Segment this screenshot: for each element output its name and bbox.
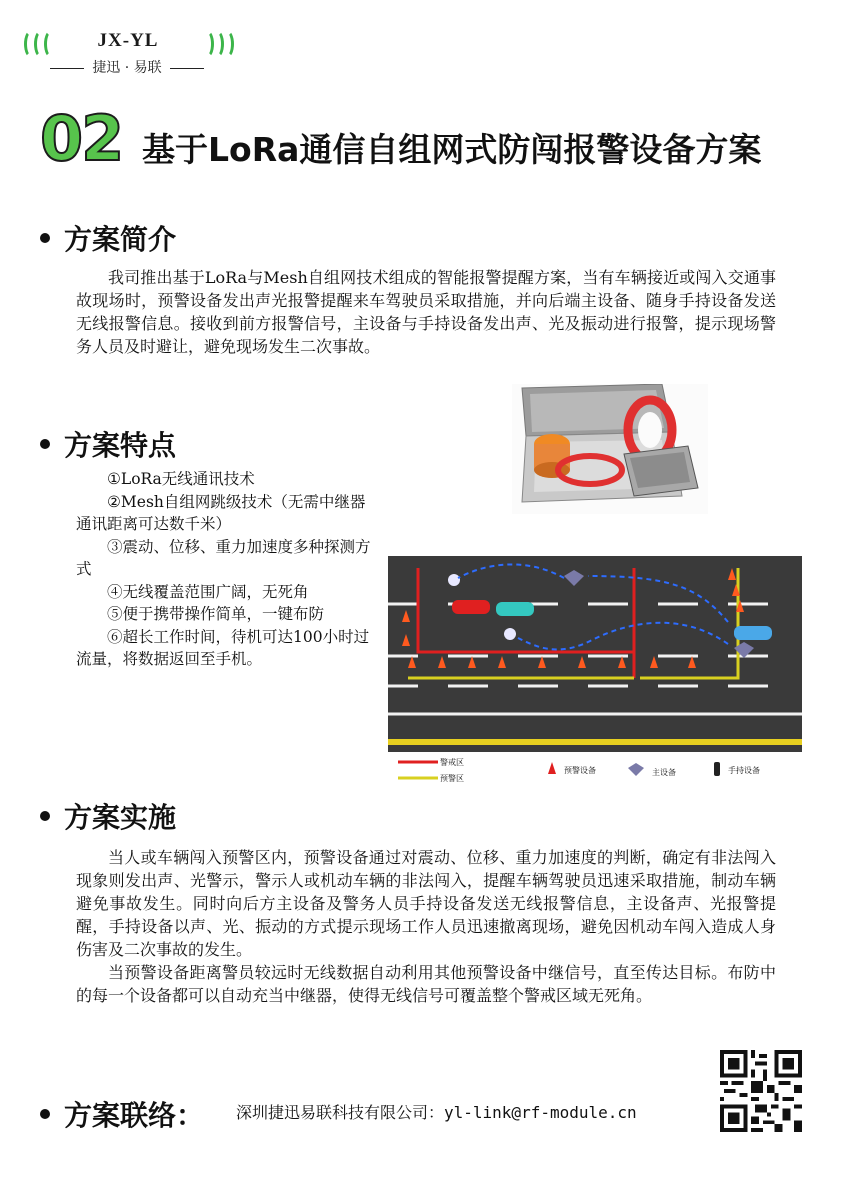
intro-paragraph <box>76 266 776 358</box>
section-heading-features <box>40 424 176 464</box>
bullet-icon <box>40 439 50 449</box>
signal-wave-icon <box>220 30 234 58</box>
logo-name: JX-YL <box>97 30 159 51</box>
signal-wave-icon <box>44 30 58 58</box>
blue-car <box>734 626 772 640</box>
deployment-diagram <box>388 556 802 792</box>
feature-item: ④无线覆盖范围广阔，无死角 <box>107 582 309 601</box>
feature-item: ③震动、位移、重力加速度多种探测方式 <box>76 537 371 578</box>
road <box>388 556 802 752</box>
section-heading-text: 方案联络： <box>64 1099 205 1132</box>
legend-warning-device: 预警设备 <box>564 766 596 775</box>
section-heading-contact <box>40 1094 204 1134</box>
implementation-paragraph: 当人或车辆闯入预警区内，预警设备通过对震动、位移、重力加速度的判断，确定有非法闯入现象则发出声、光警示，警示人或机动车辆的非法闯入，提醒车辆驾驶员迅速采取措施，制动车辆避免事故发生。同时向后方主设备及警务人员手持设备发送无线报警信息，主设备声、光报警提醒，手持设备以声、光、振动的方式提示现场工作人员迅速撤离现场，避免因机动车闯入造成人身伤害及二次事故的发生。 <box>76 848 776 959</box>
handheld-device-icon <box>714 762 720 776</box>
bullet-icon <box>40 1109 50 1119</box>
product-case-image <box>512 384 708 514</box>
section-heading-text: 方案特点 <box>64 429 177 462</box>
feature-item: ①LoRa无线通讯技术 <box>107 470 255 488</box>
qr-code <box>720 1050 802 1132</box>
officer-icon <box>448 574 460 586</box>
section-heading-implementation <box>40 796 176 836</box>
legend-handheld-device: 手持设备 <box>728 766 760 775</box>
logo-subtitle: 捷迅 · 易联 <box>22 57 232 77</box>
intro-text: 我司推出基于LoRa与Mesh自组网技术组成的智能报警提醒方案，当有车辆接近或闯入交通事故现场时，预警设备发出声光报警提醒来车驾驶员采取措施，并向后端主设备、随身手持设备发送无线报警信息。接收到前方报警信号，主设备与手持设备发出声、光及振动进行报警，提示现场警务人员及时避让，避免现场发生二次事故。 <box>76 268 776 356</box>
contact-info: 深圳捷迅易联科技有限公司：yl-link@rf-module.cn <box>236 1103 637 1122</box>
red-car <box>452 600 490 614</box>
feature-item: ⑤便于携带操作简单，一键布防 <box>107 605 325 623</box>
legend-warning-zone: 警戒区 <box>440 758 464 767</box>
bullet-icon <box>40 811 50 821</box>
page-title: 基于LoRa通信自组网式防闯报警设备方案 <box>142 130 762 169</box>
legend-pre-warning-zone: 预警区 <box>440 774 464 783</box>
section-heading-text: 方案实施 <box>64 801 177 834</box>
implementation-paragraph: 当预警设备距离警员较远时无线数据自动利用其他预警设备中继信号，直至传达目标。布防中的每一个设备都可以自动充当中继器，使得无线信号可覆盖整个警戒区域无死角。 <box>76 963 776 1005</box>
feature-item: ②Mesh自组网跳级技术（无需中继器通讯距离可达数千米） <box>76 492 366 533</box>
bullet-icon <box>40 233 50 243</box>
legend-main-device: 主设备 <box>652 768 676 777</box>
section-heading-text: 方案简介 <box>64 223 177 256</box>
features-list <box>76 468 376 671</box>
section-heading-intro <box>40 218 176 258</box>
teal-car <box>496 602 534 616</box>
implementation-paragraphs <box>76 846 776 1007</box>
company-logo <box>22 24 232 82</box>
title-number: 02 <box>40 102 123 175</box>
feature-item: ⑥超长工作时间，待机可达100小时过流量，将数据返回至手机。 <box>76 627 370 668</box>
